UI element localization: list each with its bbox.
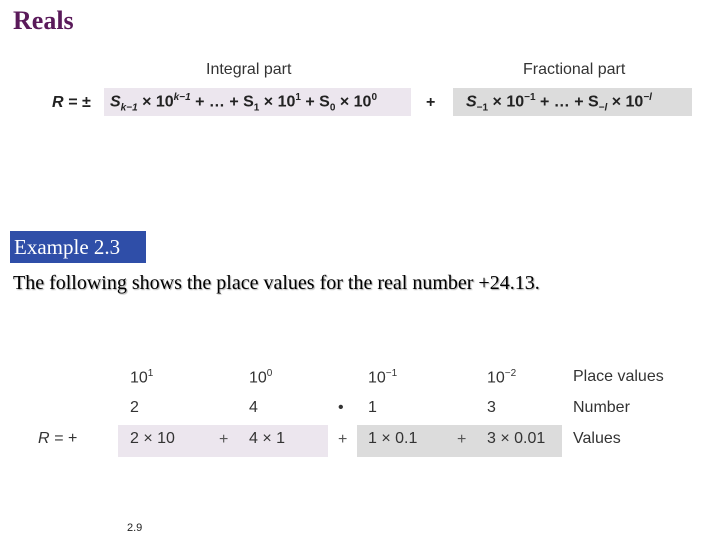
- slide-title: Reals: [13, 6, 74, 35]
- plus-sign: +: [457, 431, 467, 448]
- formula-plus: +: [426, 94, 436, 111]
- row-label-place-values: Place values: [573, 368, 664, 385]
- power-cell: $10^0$: [249, 368, 273, 387]
- decimal-point: •: [338, 399, 344, 416]
- row-label-number: Number: [573, 399, 630, 416]
- number-cell: 1: [368, 399, 377, 416]
- number-cell: 2: [130, 399, 139, 416]
- fractional-part-expression: $S_{-1} \times 10^{-1}$ + … + $S_{-l} \times 10^{-l}$: [466, 92, 652, 114]
- power-cell: $10^{-1}$: [368, 368, 398, 387]
- value-cell: 1 × 0.1: [368, 430, 418, 447]
- row-label-values: Values: [573, 430, 621, 447]
- integral-part-header: Integral part: [206, 61, 292, 78]
- value-cell: 2 × 10: [130, 430, 175, 447]
- power-cell: $10^1$: [130, 368, 154, 387]
- plus-sign: +: [219, 431, 229, 448]
- formula-lhs: R = ±: [52, 94, 91, 111]
- integral-part-expression: $S_{k-1} \times 10^{k-1}$ + … + $S_1 \times 10^1 + S_0 \times 10^0$: [110, 92, 377, 114]
- power-cell: $10^{-2}$: [487, 368, 517, 387]
- plus-sign: +: [338, 431, 348, 448]
- fractional-part-header: Fractional part: [523, 61, 626, 78]
- example-text: The following shows the place values for the real number +24.13.: [13, 272, 540, 294]
- page-number: 2.9: [127, 522, 143, 534]
- value-cell: 4 × 1: [249, 430, 286, 447]
- r-label: R = +: [38, 430, 78, 447]
- example-label: Example 2.3: [10, 231, 146, 263]
- number-cell: 3: [487, 399, 496, 416]
- number-cell: 4: [249, 399, 258, 416]
- value-cell: 3 × 0.01: [487, 430, 546, 447]
